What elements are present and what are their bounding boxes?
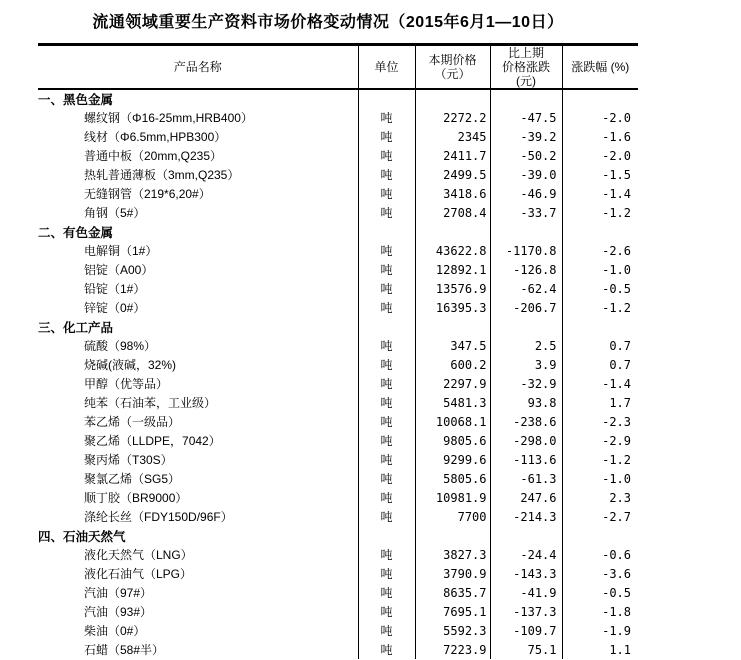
change-cell: -41.9 [490, 583, 562, 602]
price-cell: 43622.8 [415, 241, 490, 260]
price-cell: 16395.3 [415, 298, 490, 317]
table-row [38, 279, 638, 298]
pct-cell: -3.6 [602, 566, 631, 581]
pct-cell: -1.8 [602, 604, 631, 619]
change-cell: -143.3 [490, 564, 562, 583]
unit-cell: 吨 [358, 241, 415, 260]
price-cell: 2499.5 [415, 165, 490, 184]
product-name: 硫酸（98%） [38, 336, 358, 355]
price-cell: 2708.4 [415, 203, 490, 222]
pct-cell [562, 317, 638, 336]
change-cell: -33.7 [490, 203, 562, 222]
product-name: 无缝钢管（219*6,20#） [38, 184, 358, 203]
change-cell [490, 317, 562, 336]
table-row [38, 127, 638, 146]
product-name: 顺丁胶（BR9000） [38, 488, 358, 507]
change-cell [490, 526, 562, 545]
change-cell: -61.3 [490, 469, 562, 488]
col-header-pct: 涨跌幅 (%) [562, 45, 638, 90]
pct-cell: -1.0 [602, 262, 631, 277]
unit-cell [358, 526, 415, 545]
change-cell: -298.0 [490, 431, 562, 450]
unit-cell: 吨 [358, 602, 415, 621]
header-row [38, 45, 638, 90]
pct-cell: -1.2 [602, 205, 631, 220]
unit-cell: 吨 [358, 393, 415, 412]
table-row [38, 184, 638, 203]
price-cell: 7700 [415, 507, 490, 526]
product-name: 铝锭（A00） [38, 260, 358, 279]
table-row [38, 146, 638, 165]
product-name: 聚氯乙烯（SG5） [38, 469, 358, 488]
unit-cell: 吨 [358, 279, 415, 298]
price-table [38, 43, 638, 659]
pct-cell [562, 89, 638, 108]
price-cell: 5592.3 [415, 621, 490, 640]
col-header-unit: 单位 [358, 45, 415, 90]
product-name: 汽油（93#） [38, 602, 358, 621]
table-row [38, 165, 638, 184]
price-cell: 5481.3 [415, 393, 490, 412]
unit-cell: 吨 [358, 583, 415, 602]
change-cell: -32.9 [490, 374, 562, 393]
pct-cell: 1.1 [609, 642, 631, 657]
table-row [38, 203, 638, 222]
product-name: 铅锭（1#） [38, 279, 358, 298]
table-row [38, 545, 638, 564]
table-row [38, 298, 638, 317]
price-cell: 8635.7 [415, 583, 490, 602]
unit-cell: 吨 [358, 260, 415, 279]
unit-cell: 吨 [358, 450, 415, 469]
product-name: 电解铜（1#） [38, 241, 358, 260]
pct-cell: -2.6 [602, 243, 631, 258]
section-name: 四、石油天然气 [38, 526, 358, 545]
unit-cell: 吨 [358, 640, 415, 659]
unit-cell [358, 89, 415, 108]
change-cell: -126.8 [490, 260, 562, 279]
table-row [38, 393, 638, 412]
table-row [38, 260, 638, 279]
product-name: 液化天然气（LNG） [38, 545, 358, 564]
price-cell [415, 526, 490, 545]
unit-cell: 吨 [358, 203, 415, 222]
change-cell: -113.6 [490, 450, 562, 469]
page-title: 流通领域重要生产资料市场价格变动情况（2015年6月1—10日） [92, 14, 564, 31]
section-name: 三、化工产品 [38, 317, 358, 336]
change-cell: 93.8 [490, 393, 562, 412]
product-name: 热轧普通薄板（3mm,Q235） [38, 165, 358, 184]
change-cell: -238.6 [490, 412, 562, 431]
section-name: 二、有色金属 [38, 222, 358, 241]
product-name: 柴油（0#） [38, 621, 358, 640]
product-name: 聚乙烯（LLDPE，7042） [38, 431, 358, 450]
price-cell [415, 222, 490, 241]
unit-cell: 吨 [358, 431, 415, 450]
table-row [38, 507, 638, 526]
price-cell: 3827.3 [415, 545, 490, 564]
table-row [38, 621, 638, 640]
unit-cell: 吨 [358, 412, 415, 431]
table-row [38, 488, 638, 507]
pct-cell: -2.9 [602, 433, 631, 448]
pct-cell: 1.7 [609, 395, 631, 410]
pct-cell: -0.6 [602, 547, 631, 562]
product-name: 线材（Φ6.5mm,HPB300） [38, 127, 358, 146]
change-cell: -1170.8 [490, 241, 562, 260]
product-name: 聚丙烯（T30S） [38, 450, 358, 469]
pct-cell: 2.3 [609, 490, 631, 505]
table-row [38, 602, 638, 621]
unit-cell: 吨 [358, 127, 415, 146]
change-cell: 2.5 [490, 336, 562, 355]
pct-cell: -2.0 [602, 148, 631, 163]
change-cell: -62.4 [490, 279, 562, 298]
table-row [38, 583, 638, 602]
pct-cell: -1.6 [602, 129, 631, 144]
unit-cell: 吨 [358, 545, 415, 564]
change-cell: -47.5 [490, 108, 562, 127]
section-row [38, 222, 638, 241]
unit-cell: 吨 [358, 184, 415, 203]
price-cell: 5805.6 [415, 469, 490, 488]
price-cell: 347.5 [415, 336, 490, 355]
pct-cell: -1.2 [602, 452, 631, 467]
section-row [38, 526, 638, 545]
section-name: 一、黑色金属 [38, 89, 358, 108]
pct-cell: -0.5 [602, 585, 631, 600]
price-cell: 10981.9 [415, 488, 490, 507]
unit-cell: 吨 [358, 469, 415, 488]
product-name: 角钢（5#） [38, 203, 358, 222]
unit-cell: 吨 [358, 355, 415, 374]
change-cell: -46.9 [490, 184, 562, 203]
product-name: 纯苯（石油苯，工业级） [38, 393, 358, 412]
col-header-change: 比上期 价格涨跌 (元) [490, 45, 562, 90]
price-cell: 7695.1 [415, 602, 490, 621]
price-cell [415, 89, 490, 108]
change-cell: -39.0 [490, 165, 562, 184]
pct-cell: -1.5 [602, 167, 631, 182]
pct-cell: -2.7 [602, 509, 631, 524]
change-cell: -214.3 [490, 507, 562, 526]
price-cell: 9805.6 [415, 431, 490, 450]
price-cell: 3790.9 [415, 564, 490, 583]
unit-cell: 吨 [358, 146, 415, 165]
unit-cell: 吨 [358, 336, 415, 355]
change-cell: -109.7 [490, 621, 562, 640]
product-name: 液化石油气（LPG） [38, 564, 358, 583]
pct-cell [562, 222, 638, 241]
unit-cell: 吨 [358, 488, 415, 507]
product-name: 汽油（97#） [38, 583, 358, 602]
change-cell: -137.3 [490, 602, 562, 621]
price-cell: 2272.2 [415, 108, 490, 127]
section-row [38, 317, 638, 336]
unit-cell: 吨 [358, 507, 415, 526]
unit-cell: 吨 [358, 374, 415, 393]
change-cell: 75.1 [490, 640, 562, 659]
unit-cell: 吨 [358, 564, 415, 583]
table-row [38, 431, 638, 450]
col-header-price: 本期价格 （元） [415, 45, 490, 90]
unit-cell: 吨 [358, 165, 415, 184]
product-name: 螺纹钢（Φ16-25mm,HRB400） [38, 108, 358, 127]
change-cell: -206.7 [490, 298, 562, 317]
change-cell: 247.6 [490, 488, 562, 507]
pct-cell: -2.3 [602, 414, 631, 429]
table-row [38, 412, 638, 431]
price-cell: 9299.6 [415, 450, 490, 469]
change-cell [490, 222, 562, 241]
pct-cell: 0.7 [609, 357, 631, 372]
table-row [38, 355, 638, 374]
product-name: 涤纶长丝（FDY150D/96F） [38, 507, 358, 526]
price-cell: 10068.1 [415, 412, 490, 431]
change-cell [490, 89, 562, 108]
price-cell: 2345 [415, 127, 490, 146]
product-name: 锌锭（0#） [38, 298, 358, 317]
change-cell: -39.2 [490, 127, 562, 146]
unit-cell: 吨 [358, 108, 415, 127]
col-header-product: 产品名称 [38, 45, 358, 90]
product-name: 烧碱(液碱，32%) [38, 355, 358, 374]
table-row [38, 336, 638, 355]
price-cell: 3418.6 [415, 184, 490, 203]
table-row [38, 640, 638, 659]
price-cell [415, 317, 490, 336]
unit-cell [358, 317, 415, 336]
pct-cell [562, 526, 638, 545]
table-row [38, 374, 638, 393]
price-cell: 13576.9 [415, 279, 490, 298]
unit-cell [358, 222, 415, 241]
price-cell: 12892.1 [415, 260, 490, 279]
table-row [38, 108, 638, 127]
pct-cell: -1.4 [602, 186, 631, 201]
product-name: 甲醇（优等品） [38, 374, 358, 393]
pct-cell: -1.2 [602, 300, 631, 315]
change-cell: -24.4 [490, 545, 562, 564]
unit-cell: 吨 [358, 621, 415, 640]
pct-cell: -2.0 [602, 110, 631, 125]
price-cell: 600.2 [415, 355, 490, 374]
pct-cell: -0.5 [602, 281, 631, 296]
pct-cell: -1.4 [602, 376, 631, 391]
table-row [38, 469, 638, 488]
product-name: 普通中板（20mm,Q235） [38, 146, 358, 165]
price-cell: 2411.7 [415, 146, 490, 165]
change-cell: 3.9 [490, 355, 562, 374]
pct-cell: -1.0 [602, 471, 631, 486]
table-row [38, 450, 638, 469]
unit-cell: 吨 [358, 298, 415, 317]
price-cell: 2297.9 [415, 374, 490, 393]
change-cell: -50.2 [490, 146, 562, 165]
pct-cell: -1.9 [602, 623, 631, 638]
table-row [38, 564, 638, 583]
product-name: 石蜡（58#半） [38, 640, 358, 659]
section-row [38, 89, 638, 108]
product-name: 苯乙烯（一级品） [38, 412, 358, 431]
table-row [38, 241, 638, 260]
price-cell: 7223.9 [415, 640, 490, 659]
pct-cell: 0.7 [609, 338, 631, 353]
